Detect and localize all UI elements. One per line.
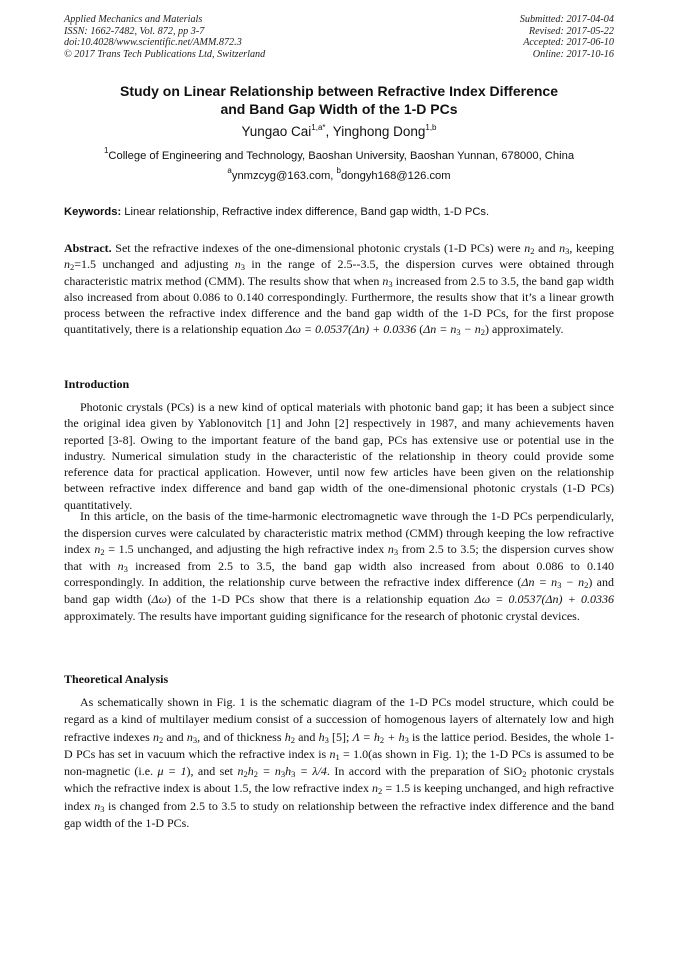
issn-line: ISSN: 1662-7482, Vol. 872, pp 3-7 — [64, 25, 205, 37]
keywords — [64, 206, 614, 218]
symbol: Δn = n — [521, 575, 558, 590]
relationship-equation: Δω = 0.0537(Δn) + 0.0336 — [285, 322, 417, 337]
title-line-2: and Band Gap Width of the 1-D PCs — [220, 101, 458, 117]
symbol: h — [284, 729, 291, 744]
symbol: = 1.0 — [339, 746, 369, 761]
subscript: 2 — [253, 769, 258, 780]
subscript: 2 — [290, 734, 295, 745]
author-2-marks: 1,b — [425, 123, 437, 132]
section-heading-introduction: Introduction — [64, 377, 130, 391]
doi-line: doi:10.4028/www.scientific.net/AMM.872.3 — [64, 37, 242, 49]
author-1: Yungao Cai — [241, 124, 312, 139]
abstract-text: in the range of 2.5--3.5, the dispersion curves were obtained through characteristic matrix method (CMM). The results show that when — [64, 257, 614, 288]
subscript: 3 — [280, 769, 286, 780]
online-date: Online: 2017-10-16 — [532, 48, 614, 60]
symbol: = 1.5 — [104, 542, 134, 557]
email-a: ynmzcyg@163.com, — [231, 170, 337, 182]
paragraph-text: is keeping unchanged, and high refractive index — [64, 781, 614, 813]
symbol: n — [117, 558, 124, 573]
subscript: 2 — [158, 734, 164, 745]
symbol: μ = 1 — [157, 764, 187, 779]
subscript: 2 — [530, 246, 535, 256]
paragraph-text: photonic crystals which the refractive index is about 1.5, the low refractive index — [64, 764, 614, 796]
paragraph-text: ) of the 1-D PCs show that there is a relationship equation — [167, 591, 475, 606]
affiliation-text: College of Engineering and Technology, Baoshan University, Baoshan Yunnan, 678000, China — [108, 150, 575, 162]
submitted-date: Submitted: 2017-04-04 — [519, 14, 614, 25]
subscript: 3 — [388, 278, 393, 289]
symbol: − n — [561, 575, 585, 590]
symbol: n — [94, 798, 101, 813]
author-2: Yinghong Dong — [332, 124, 426, 139]
abstract-label: Abstract. — [64, 241, 112, 255]
paragraph-text: and — [294, 729, 319, 744]
subscript: 2 — [584, 580, 589, 591]
symbol: n — [329, 746, 336, 761]
email-a-mark: a — [227, 166, 232, 175]
subscript: 3 — [123, 563, 128, 574]
symbol: n — [186, 729, 193, 744]
subscript: 3 — [240, 262, 246, 273]
copyright-line: © 2017 Trans Tech Publications Ltd, Switzerland — [64, 48, 266, 60]
subscript: 2 — [100, 547, 105, 558]
abstract-text: ) approximately. — [485, 322, 564, 337]
symbol: n — [524, 241, 531, 255]
abstract-text: increased from 2.5 to 3.5, the band gap width also increased from about 0.086 to 0.140 correspondingly. Furthermore, the results show that it’s a linear growth process between the refractive index difference and the band gap width of the 1-D PCs, for the first propose quantitatively, there is a relationship equation — [64, 273, 614, 337]
symbol: n — [372, 781, 379, 796]
paragraph-text: (as shown in Fig. 1); the 1-D PCs is assumed to be non-magnetic (i.e. — [64, 746, 614, 779]
symbol: h — [285, 764, 292, 779]
paragraph-text: As schematically shown in Fig. 1 is the schematic diagram of the 1-D PCs model structure, which could be regard as a kind of multilayer medium consist of a succession of homogenous layers of alternately low and high refractive indexes — [64, 695, 614, 744]
subscript: 3 — [557, 580, 562, 591]
paragraph-text: ), and set — [186, 764, 238, 779]
keywords-text: Linear relationship, Refractive index difference, Band gap width, 1-D PCs. — [121, 206, 490, 218]
intro-paragraph-1: Photonic crystals (PCs) is a new kind of optical materials with photonic band gap; it has been a subject since the original idea given by Yablonovitch [1] and John [2] respectively in 1987, and many achievements haven reported [3-8]. Owing to the important feature of the band gap, PCs has extensive use or potential use in the industry. Numerical simulation study in the characteristic of the relationship in theory could provide some reference data for practical application. However, until now few articles have been given on the relationship between refractive index difference and band gap width of the one-dimensional photonic crystals (1-D PCs) quantitatively. — [64, 400, 614, 512]
title-line-1: Study on Linear Relationship between Refractive Index Difference — [120, 83, 558, 99]
accepted-date: Accepted: 2017-06-10 — [523, 37, 614, 49]
subscript: 2 — [378, 786, 383, 797]
subscript: 2 — [522, 769, 527, 780]
subscript: 3 — [456, 327, 461, 338]
subscript: 2 — [480, 327, 485, 338]
journal-name: Applied Mechanics and Materials — [64, 14, 203, 25]
symbol: h — [247, 764, 254, 779]
symbol: h — [318, 729, 325, 744]
author-separator: , — [325, 124, 333, 139]
abstract-text: ( — [416, 322, 424, 337]
symbol: = 1.5 — [382, 781, 411, 796]
paragraph-text: is the lattice period. Besides, the whole 1-D PCs has set in vacuum which the refractive index is — [64, 729, 614, 761]
paragraph-text: unchanged, and adjusting the high refractive index — [133, 542, 388, 557]
email-b: dongyh168@126.com — [340, 170, 451, 182]
abstract-text: Set the refractive indexes of the one-dimensional photonic crystals (1-D PCs) were — [111, 241, 525, 255]
symbol: n — [234, 257, 241, 272]
symbol: n — [94, 542, 101, 557]
symbol: n — [64, 257, 70, 272]
email-b-mark: b — [336, 166, 341, 175]
author-1-marks: 1,a* — [311, 123, 326, 132]
subscript: 1 — [335, 751, 340, 762]
symbol: + h — [384, 729, 405, 744]
paragraph-text: approximately. The results have important guiding significance for the research of photonic crystal devices. — [64, 608, 580, 623]
revised-date: Revised: 2017-05-22 — [528, 25, 614, 37]
paragraph-text: increased from 2.5 to 3.5, the band gap width also increased from about 0.086 to 0.140 correspondingly. In addition, the relationship curve between the refractive index difference ( — [64, 558, 615, 590]
keywords-label: Keywords: — [64, 206, 122, 218]
section-heading-theoretical-analysis: Theoretical Analysis — [64, 672, 169, 686]
publication-dates — [520, 14, 614, 60]
subscript: 3 — [324, 734, 329, 745]
symbol: n — [237, 764, 244, 779]
symbol: n — [387, 542, 394, 557]
relationship-equation: Δω = 0.0537(Δn) + 0.0336 — [474, 591, 615, 606]
affiliation — [64, 146, 614, 162]
subscript: 3 — [192, 734, 198, 745]
symbol: = n — [257, 764, 281, 779]
symbol: − n — [460, 322, 481, 337]
subscript: 3 — [291, 769, 296, 780]
symbol: Λ = h — [352, 729, 380, 744]
affiliation-mark: 1 — [103, 146, 109, 155]
paragraph-text: . In accord with the preparation of SiO — [326, 764, 523, 779]
symbol: n — [152, 729, 159, 744]
symbol: n — [382, 273, 389, 288]
abstract-text: , keeping — [569, 241, 615, 255]
subscript: 2 — [243, 769, 248, 780]
paragraph-text: from 2.5 to 3.5; the dispersion curves show that with — [64, 542, 615, 573]
subscript: 3 — [565, 246, 570, 256]
paragraph-text: ) and band gap width ( — [64, 575, 615, 606]
symbol: n — [559, 241, 566, 255]
symbol: Δn = n — [423, 322, 457, 337]
paper-title — [64, 82, 614, 118]
journal-info — [64, 14, 265, 60]
intro-paragraph-2 — [64, 508, 614, 624]
paragraph-text: and — [163, 729, 187, 744]
abstract-text: =1.5 unchanged and adjusting — [74, 257, 235, 272]
abstract-text: and — [534, 241, 560, 255]
subscript: 3 — [404, 734, 409, 745]
subscript: 2 — [70, 262, 75, 273]
author-list — [64, 124, 614, 139]
abstract — [64, 240, 614, 338]
paragraph-text: In this article, on the basis of the time-harmonic electromagnetic wave through the 1-D PCs perpendicularly, the dispersion curves were calculated by characteristic matrix method (CMM) through keeping the low refractive index — [64, 509, 614, 557]
author-emails — [64, 166, 614, 182]
symbol: = λ/4 — [295, 764, 327, 779]
paragraph-text: [5]; — [328, 729, 353, 744]
subscript: 3 — [393, 547, 399, 558]
subscript: 2 — [379, 734, 385, 745]
theory-paragraph-1 — [64, 694, 614, 832]
subscript: 3 — [100, 803, 105, 814]
paragraph-text: is changed from 2.5 to 3.5 to study on relationship between the refractive index difference and the band gap width of the 1-D PCs. — [64, 798, 614, 831]
paragraph-text: , and of thickness — [197, 729, 285, 744]
symbol: Δω — [151, 591, 168, 606]
